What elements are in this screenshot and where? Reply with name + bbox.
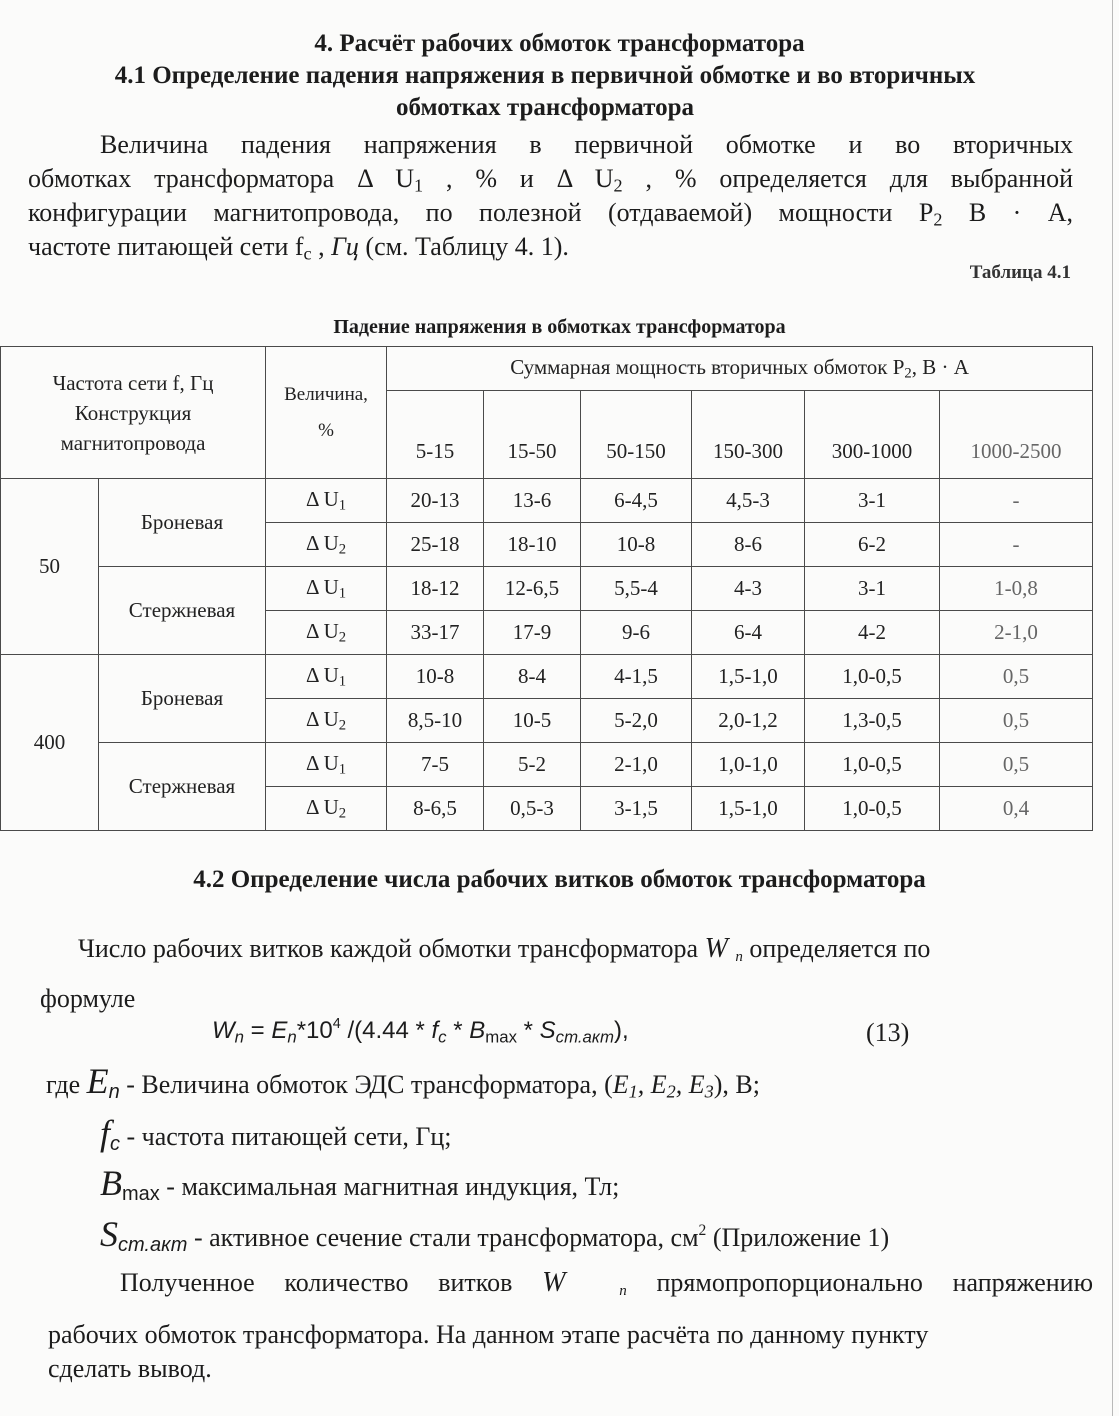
value-cell: 17-9 [484,611,581,655]
value-cell: 1,5-1,0 [692,787,805,831]
range-header: 5-15 [387,391,484,479]
value-cell: 3-1,5 [581,787,692,831]
intro-line4: частоте питающей сети $f_c$ , Гц (см. Таблицу 4. 1). [28,232,569,264]
value-cell: 8-6,5 [387,787,484,831]
quantity-cell: Δ $U_1$ [266,743,387,787]
s42-p2-line1: Полученное количество витков W $_n$ прямопропорционально напряжению [120,1267,1094,1299]
value-cell: - [940,479,1093,523]
value-cell: 1,0-1,0 [692,743,805,787]
section-4-2-title: 4.2 Определение числа рабочих витков обмоток трансформатора [193,866,926,893]
value-cell: 8-4 [484,655,581,699]
value-cell: 3-1 [805,479,940,523]
value-cell: 13-6 [484,479,581,523]
value-cell: 4-3 [692,567,805,611]
range-header: 300-1000 [805,391,940,479]
page-edge-line [1112,0,1113,1416]
intro-line3: конфигурации магнитопровода, по полезной (отдаваемой) мощности $P_2$ В · А, [28,198,1074,230]
range-header: 1000-2500 [940,391,1093,479]
range-header: 50-150 [581,391,692,479]
value-cell: 1,0-0,5 [805,787,940,831]
value-cell: 8,5-10 [387,699,484,743]
value-cell: 9-6 [581,611,692,655]
value-cell: 0,5 [940,699,1093,743]
value-cell: 6-2 [805,523,940,567]
header-frequency-construction: Частота сети f, Гц Конструкция магнитопровода [1,347,266,479]
value-cell: 0,5 [940,743,1093,787]
chapter-title: 4. Расчёт рабочих обмоток трансформатора [314,30,805,57]
value-cell: 3-1 [805,567,940,611]
intro-line1: Величина падения напряжения в первичной обмотке и во вторичных [100,130,1073,159]
value-cell: 2-1,0 [940,611,1093,655]
quantity-cell: Δ $U_1$ [266,567,387,611]
value-cell: 0,5 [940,655,1093,699]
value-cell: 4,5-3 [692,479,805,523]
value-cell: 5,5-4 [581,567,692,611]
formula-13: $W_n = E_n*10^4$ $/(4.44 * f_c * B_{max} * S_{cт.акт})$, [212,1016,629,1047]
value-cell: - [940,523,1093,567]
value-cell: 12-6,5 [484,567,581,611]
value-cell: 20-13 [387,479,484,523]
intro-line2: обмотках трансформатора Δ $U_1$ , % и Δ $U_2$ , % определяется для выбранной [28,164,1074,196]
value-cell: 10-8 [387,655,484,699]
value-cell: 4-2 [805,611,940,655]
quantity-cell: Δ $U_1$ [266,655,387,699]
quantity-cell: Δ $U_1$ [266,479,387,523]
def-f: $f_c$ - частота питающей сети, Гц; [100,1113,452,1155]
value-cell: 10-8 [581,523,692,567]
quantity-cell: Δ $U_2$ [266,611,387,655]
value-cell: 1-0,8 [940,567,1093,611]
value-cell: 2,0-1,2 [692,699,805,743]
value-cell: 8-6 [692,523,805,567]
value-cell: 33-17 [387,611,484,655]
value-cell: 25-18 [387,523,484,567]
value-cell: 1,3-0,5 [805,699,940,743]
def-S: $S_{cт.акт}$ - активное сечение стали трансформатора, $см^2$ (Приложение 1) [100,1213,890,1256]
value-cell: 10-5 [484,699,581,743]
section-4-1-title-line1: 4.1 Определение падения напряжения в первичной обмотке и во вторичных [114,62,976,89]
construction-cell: Броневая [99,479,266,567]
def-B: $B_{max}$ - максимальная магнитная индукция, Тл; [100,1163,620,1205]
s42-p2-line3: сделать вывод. [48,1354,212,1383]
range-header: 15-50 [484,391,581,479]
value-cell: 1,5-1,0 [692,655,805,699]
section-4-1-title-line2: обмотках трансформатора [396,94,694,121]
construction-cell: Стержневая [99,567,266,655]
def-E: где $E_n$ - Величина обмоток ЭДС трансформатора, ($E_1$, $E_2$, $E_3$), В; [46,1061,760,1103]
header-value-percent: Величина, % [266,347,387,479]
value-cell: 7-5 [387,743,484,787]
freq-cell: 400 [1,655,99,831]
value-cell: 6-4 [692,611,805,655]
value-cell: 18-12 [387,567,484,611]
value-cell: 6-4,5 [581,479,692,523]
value-cell: 0,5-3 [484,787,581,831]
value-cell: 5-2,0 [581,699,692,743]
value-cell: 4-1,5 [581,655,692,699]
table-number: Таблица 4.1 [969,262,1071,283]
construction-cell: Стержневая [99,743,266,831]
voltage-drop-table [0,346,1093,831]
value-cell: 18-10 [484,523,581,567]
value-cell: 0,4 [940,787,1093,831]
range-header: 150-300 [692,391,805,479]
formula-number: (13) [866,1018,910,1047]
freq-cell: 50 [1,479,99,655]
s42-p1-line1: Число рабочих витков каждой обмотки трансформатора W $_n$ определяется по [78,933,931,965]
quantity-cell: Δ $U_2$ [266,523,387,567]
value-cell: 1,0-0,5 [805,743,940,787]
construction-cell: Броневая [99,655,266,743]
value-cell: 5-2 [484,743,581,787]
header-total-power: Суммарная мощность вторичных обмоток $P_2$, В · А [387,347,1093,391]
value-cell: 1,0-0,5 [805,655,940,699]
quantity-cell: Δ $U_2$ [266,787,387,831]
value-cell: 2-1,0 [581,743,692,787]
table-caption: Падение напряжения в обмотках трансформатора [333,316,786,338]
s42-p1-line2: формуле [40,984,136,1013]
s42-p2-line2: рабочих обмоток трансформатора. На данном этапе расчёта по данному пункту [48,1320,929,1349]
quantity-cell: Δ $U_2$ [266,699,387,743]
